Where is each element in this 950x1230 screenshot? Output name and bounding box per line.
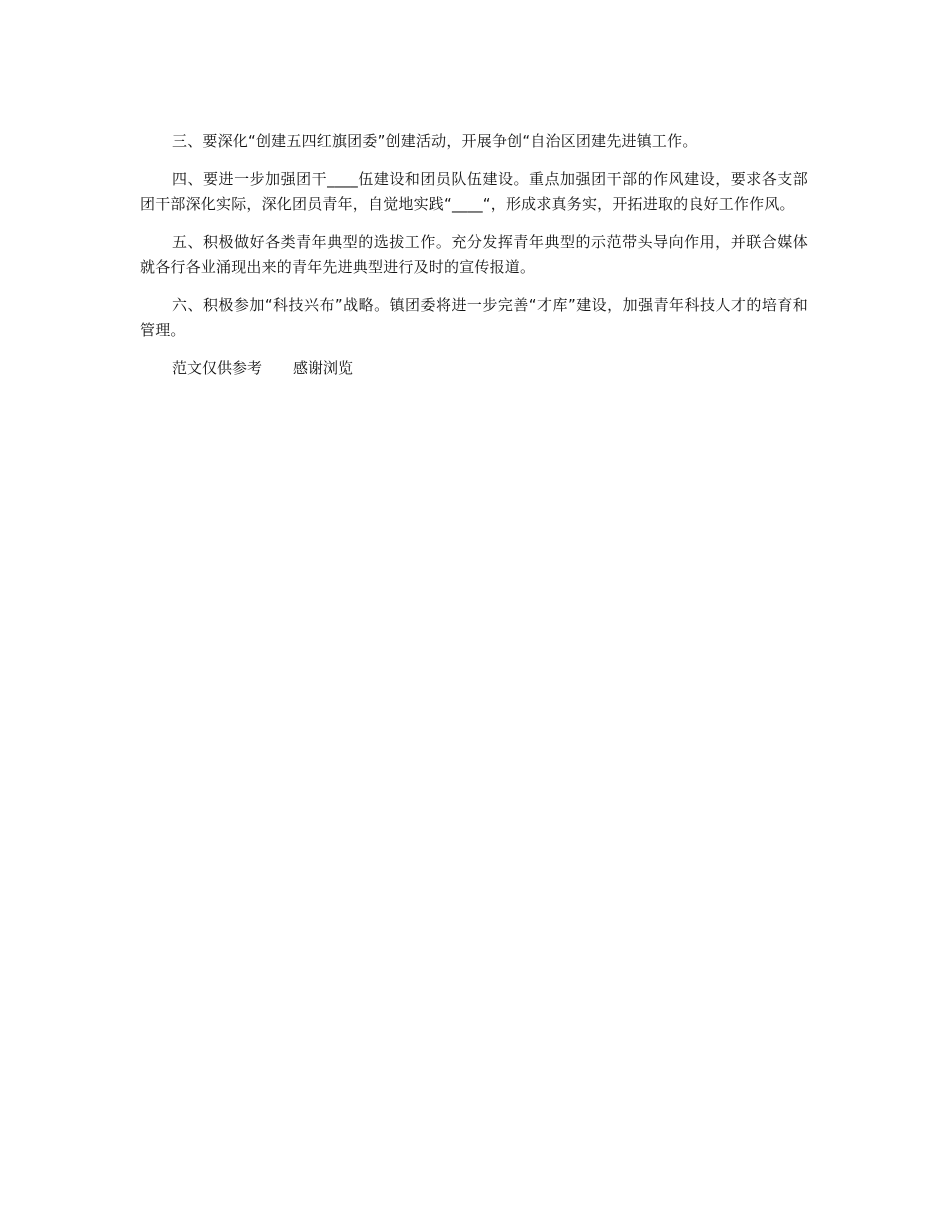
paragraph-5: 五、积极做好各类青年典型的选拔工作。充分发挥青年典型的示范带头导向作用，并联合媒体就各行各业涌现出来的青年先进典型进行及时的宣传报道。 xyxy=(140,233,808,276)
footer-reference-text: 范文仅供参考 xyxy=(172,359,263,377)
footer-note xyxy=(140,356,808,381)
paragraph-4: 四、要进一步加强团干____伍建设和团员队伍建设。重点加强团干部的作风建设，要求各支部团干部深化实际，深化团员青年，自觉地实践“____“，形成求真务实，开拓进取的良好工作作风。 xyxy=(140,170,808,213)
document-body xyxy=(140,129,808,381)
paragraph-6: 六、积极参加“科技兴布”战略。镇团委将进一步完善“才库”建设，加强青年科技人才的培育和管理。 xyxy=(140,296,808,339)
footer-thanks-text: 感谢浏览 xyxy=(293,359,354,377)
paragraph-3: 三、要深化“创建五四红旗团委”创建活动，开展争创“自治区团建先进镇工作。 xyxy=(172,132,698,150)
